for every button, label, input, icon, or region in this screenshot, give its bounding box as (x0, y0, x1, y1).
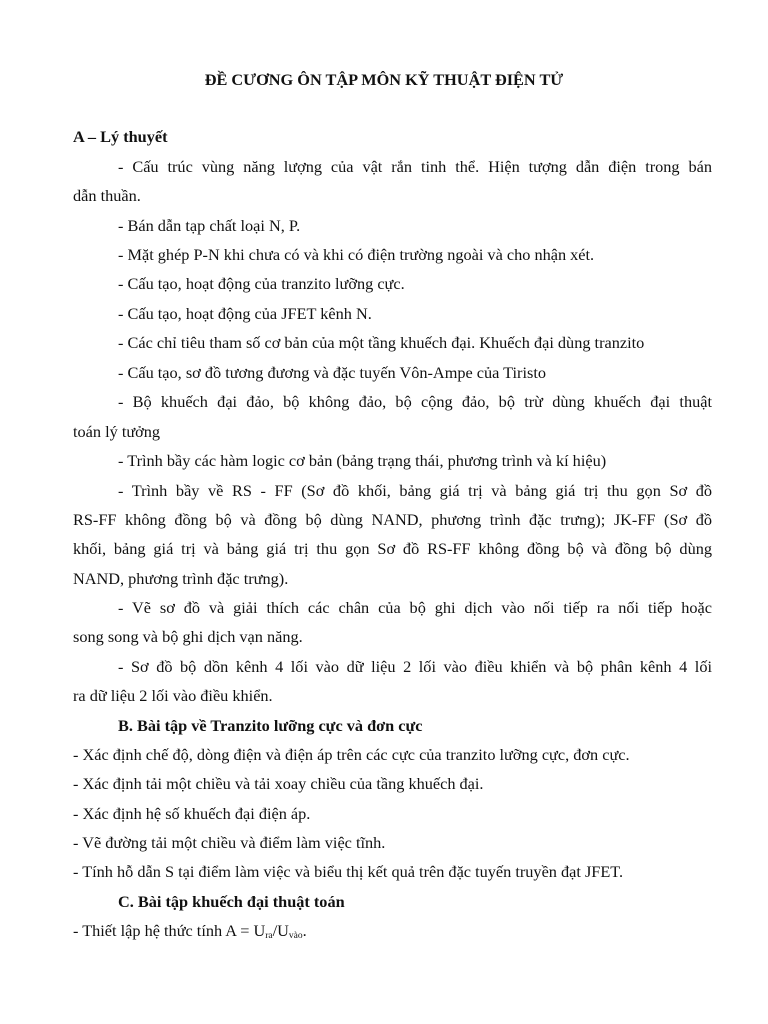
section-a-line: - Cấu trúc vùng năng lượng của vật rắn tinh thể. Hiện tượng dẫn điện trong bán (118, 157, 712, 176)
section-a-line: - Cấu tạo, hoạt động của tranzito lưỡng cực. (118, 274, 405, 293)
section-a-line: RS-FF không đồng bộ và đồng bộ dùng NAND, phương trình đặc trưng); JK-FF (Sơ đồ (73, 510, 712, 529)
section-a-line: - Sơ đồ bộ dồn kênh 4 lối vào dữ liệu 2 lối vào điều khiển và bộ phân kênh 4 lối (118, 657, 712, 676)
formula-subscript-ra: ra (265, 931, 273, 941)
section-a-line: - Cấu tạo, hoạt động của JFET kênh N. (118, 304, 372, 323)
section-b-heading: B. Bài tập về Tranzito lưỡng cực và đơn cực (118, 716, 423, 735)
section-a-line: khối, bảng giá trị và bảng giá trị thu gọn Sơ đồ RS-FF không đồng bộ và đồng bộ dùng (73, 539, 712, 558)
section-a-line: - Bộ khuếch đại đảo, bộ không đảo, bộ cộng đảo, bộ trừ dùng khuếch đại thuật (118, 392, 712, 411)
section-a-line: NAND, phương trình đặc trưng). (73, 569, 289, 588)
section-a-line: dẫn thuần. (73, 186, 141, 205)
section-a-line: - Trình bầy về RS - FF (Sơ đồ khối, bảng giá trị và bảng giá trị thu gọn Sơ đồ (118, 481, 712, 500)
section-b-line: - Xác định chế độ, dòng điện và điện áp trên các cực của tranzito lưỡng cực, đơn cực. (73, 745, 630, 764)
section-a-line: song song và bộ ghi dịch vạn năng. (73, 627, 303, 646)
section-a-line: - Cấu tạo, sơ đồ tương đương và đặc tuyến Vôn-Ampe của Tiristo (118, 363, 547, 382)
section-a-line: - Trình bầy các hàm logic cơ bản (bảng trạng thái, phương trình và kí hiệu) (118, 451, 607, 470)
section-b-line: - Xác định hệ số khuếch đại điện áp. (73, 804, 311, 823)
formula-slash: /U (272, 921, 289, 940)
formula-prefix: - Thiết lập hệ thức tính A = U (73, 921, 266, 940)
section-a-line: - Vẽ sơ đồ và giải thích các chân của bộ ghi dịch vào nối tiếp ra nối tiếp hoặc (118, 598, 712, 617)
section-b-line: - Xác định tải một chiều và tải xoay chiều của tầng khuếch đại. (73, 774, 484, 793)
formula-suffix: . (302, 921, 307, 940)
section-a-line: - Mặt ghép P-N khi chưa có và khi có điện trường ngoài và cho nhận xét. (118, 245, 595, 264)
section-a-line: - Bán dẫn tạp chất loại N, P. (118, 216, 301, 235)
section-c-heading: C. Bài tập khuếch đại thuật toán (118, 892, 345, 911)
document-title: ĐỀ CƯƠNG ÔN TẬP MÔN KỸ THUẬT ĐIỆN TỬ (204, 70, 564, 89)
section-b-line: - Tính hỗ dẫn S tại điểm làm việc và biểu thị kết quả trên đặc tuyến truyền đạt JFET. (73, 862, 624, 881)
section-a-line: - Các chỉ tiêu tham số cơ bản của một tầng khuếch đại. Khuếch đại dùng tranzito (118, 333, 645, 352)
formula-subscript-vao: vào (288, 931, 303, 941)
section-a-line: ra dữ liệu 2 lối vào điều khiển. (73, 686, 273, 705)
section-a-line: toán lý tưởng (73, 422, 161, 441)
section-b-line: - Vẽ đường tải một chiều và điểm làm việc tĩnh. (73, 833, 386, 852)
section-a-heading: A – Lý thuyết (73, 127, 168, 146)
section-c-formula-line (73, 921, 307, 946)
